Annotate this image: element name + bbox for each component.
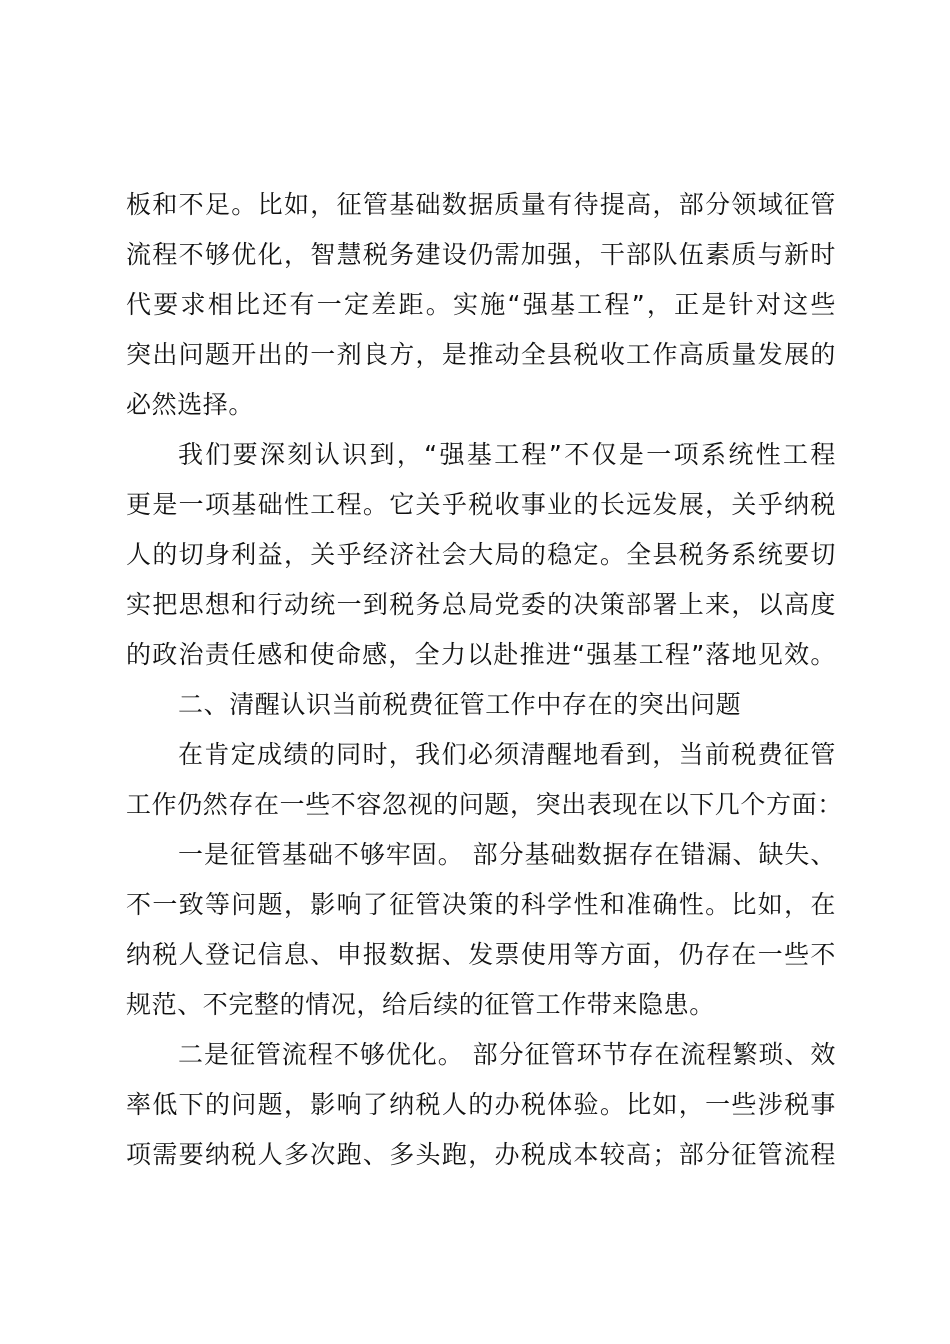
text-line: 二是征管流程不够优化。 部分征管环节存在流程繁琐、效	[178, 1040, 836, 1069]
text-line: 板和不足。比如，征管基础数据质量有待提高，部分领域征管	[126, 190, 836, 219]
text-line: 一是征管基础不够牢固。 部分基础数据存在错漏、缺失、	[178, 840, 836, 869]
text-line: 流程不够优化，智慧税务建设仍需加强，干部队伍素质与新时	[126, 240, 836, 269]
text-line: 我们要深刻认识到，“强基工程”不仅是一项系统性工程	[178, 440, 836, 469]
text-line: 不一致等问题，影响了征管决策的科学性和准确性。比如，在	[126, 890, 836, 919]
text-line: 实把思想和行动统一到税务总局党委的决策部署上来，以高度	[126, 590, 836, 619]
body-text	[126, 180, 843, 1180]
text-line: 的政治责任感和使命感，全力以赴推进“强基工程”落地见效。	[126, 640, 836, 669]
text-line: 纳税人登记信息、申报数据、发票使用等方面，仍存在一些不	[126, 940, 836, 969]
text-line: 项需要纳税人多次跑、多头跑，办税成本较高；部分征管流程	[126, 1140, 836, 1169]
section-heading: 二、清醒认识当前税费征管工作中存在的突出问题	[178, 690, 742, 719]
text-line: 突出问题开出的一剂良方，是推动全县税收工作高质量发展的	[126, 340, 836, 369]
text-line: 更是一项基础性工程。它关乎税收事业的长远发展，关乎纳税	[126, 490, 836, 519]
text-line: 人的切身利益，关乎经济社会大局的稳定。全县税务系统要切	[126, 540, 836, 569]
text-line: 在肯定成绩的同时，我们必须清醒地看到，当前税费征管	[178, 740, 836, 769]
text-line: 工作仍然存在一些不容忽视的问题，突出表现在以下几个方面：	[126, 790, 843, 819]
text-line: 率低下的问题，影响了纳税人的办税体验。比如，一些涉税事	[126, 1090, 836, 1119]
text-line: 必然选择。	[126, 390, 255, 419]
text-line: 代要求相比还有一定差距。实施“强基工程”，正是针对这些	[126, 290, 836, 319]
text-line: 规范、不完整的情况，给后续的征管工作带来隐患。	[126, 990, 715, 1019]
